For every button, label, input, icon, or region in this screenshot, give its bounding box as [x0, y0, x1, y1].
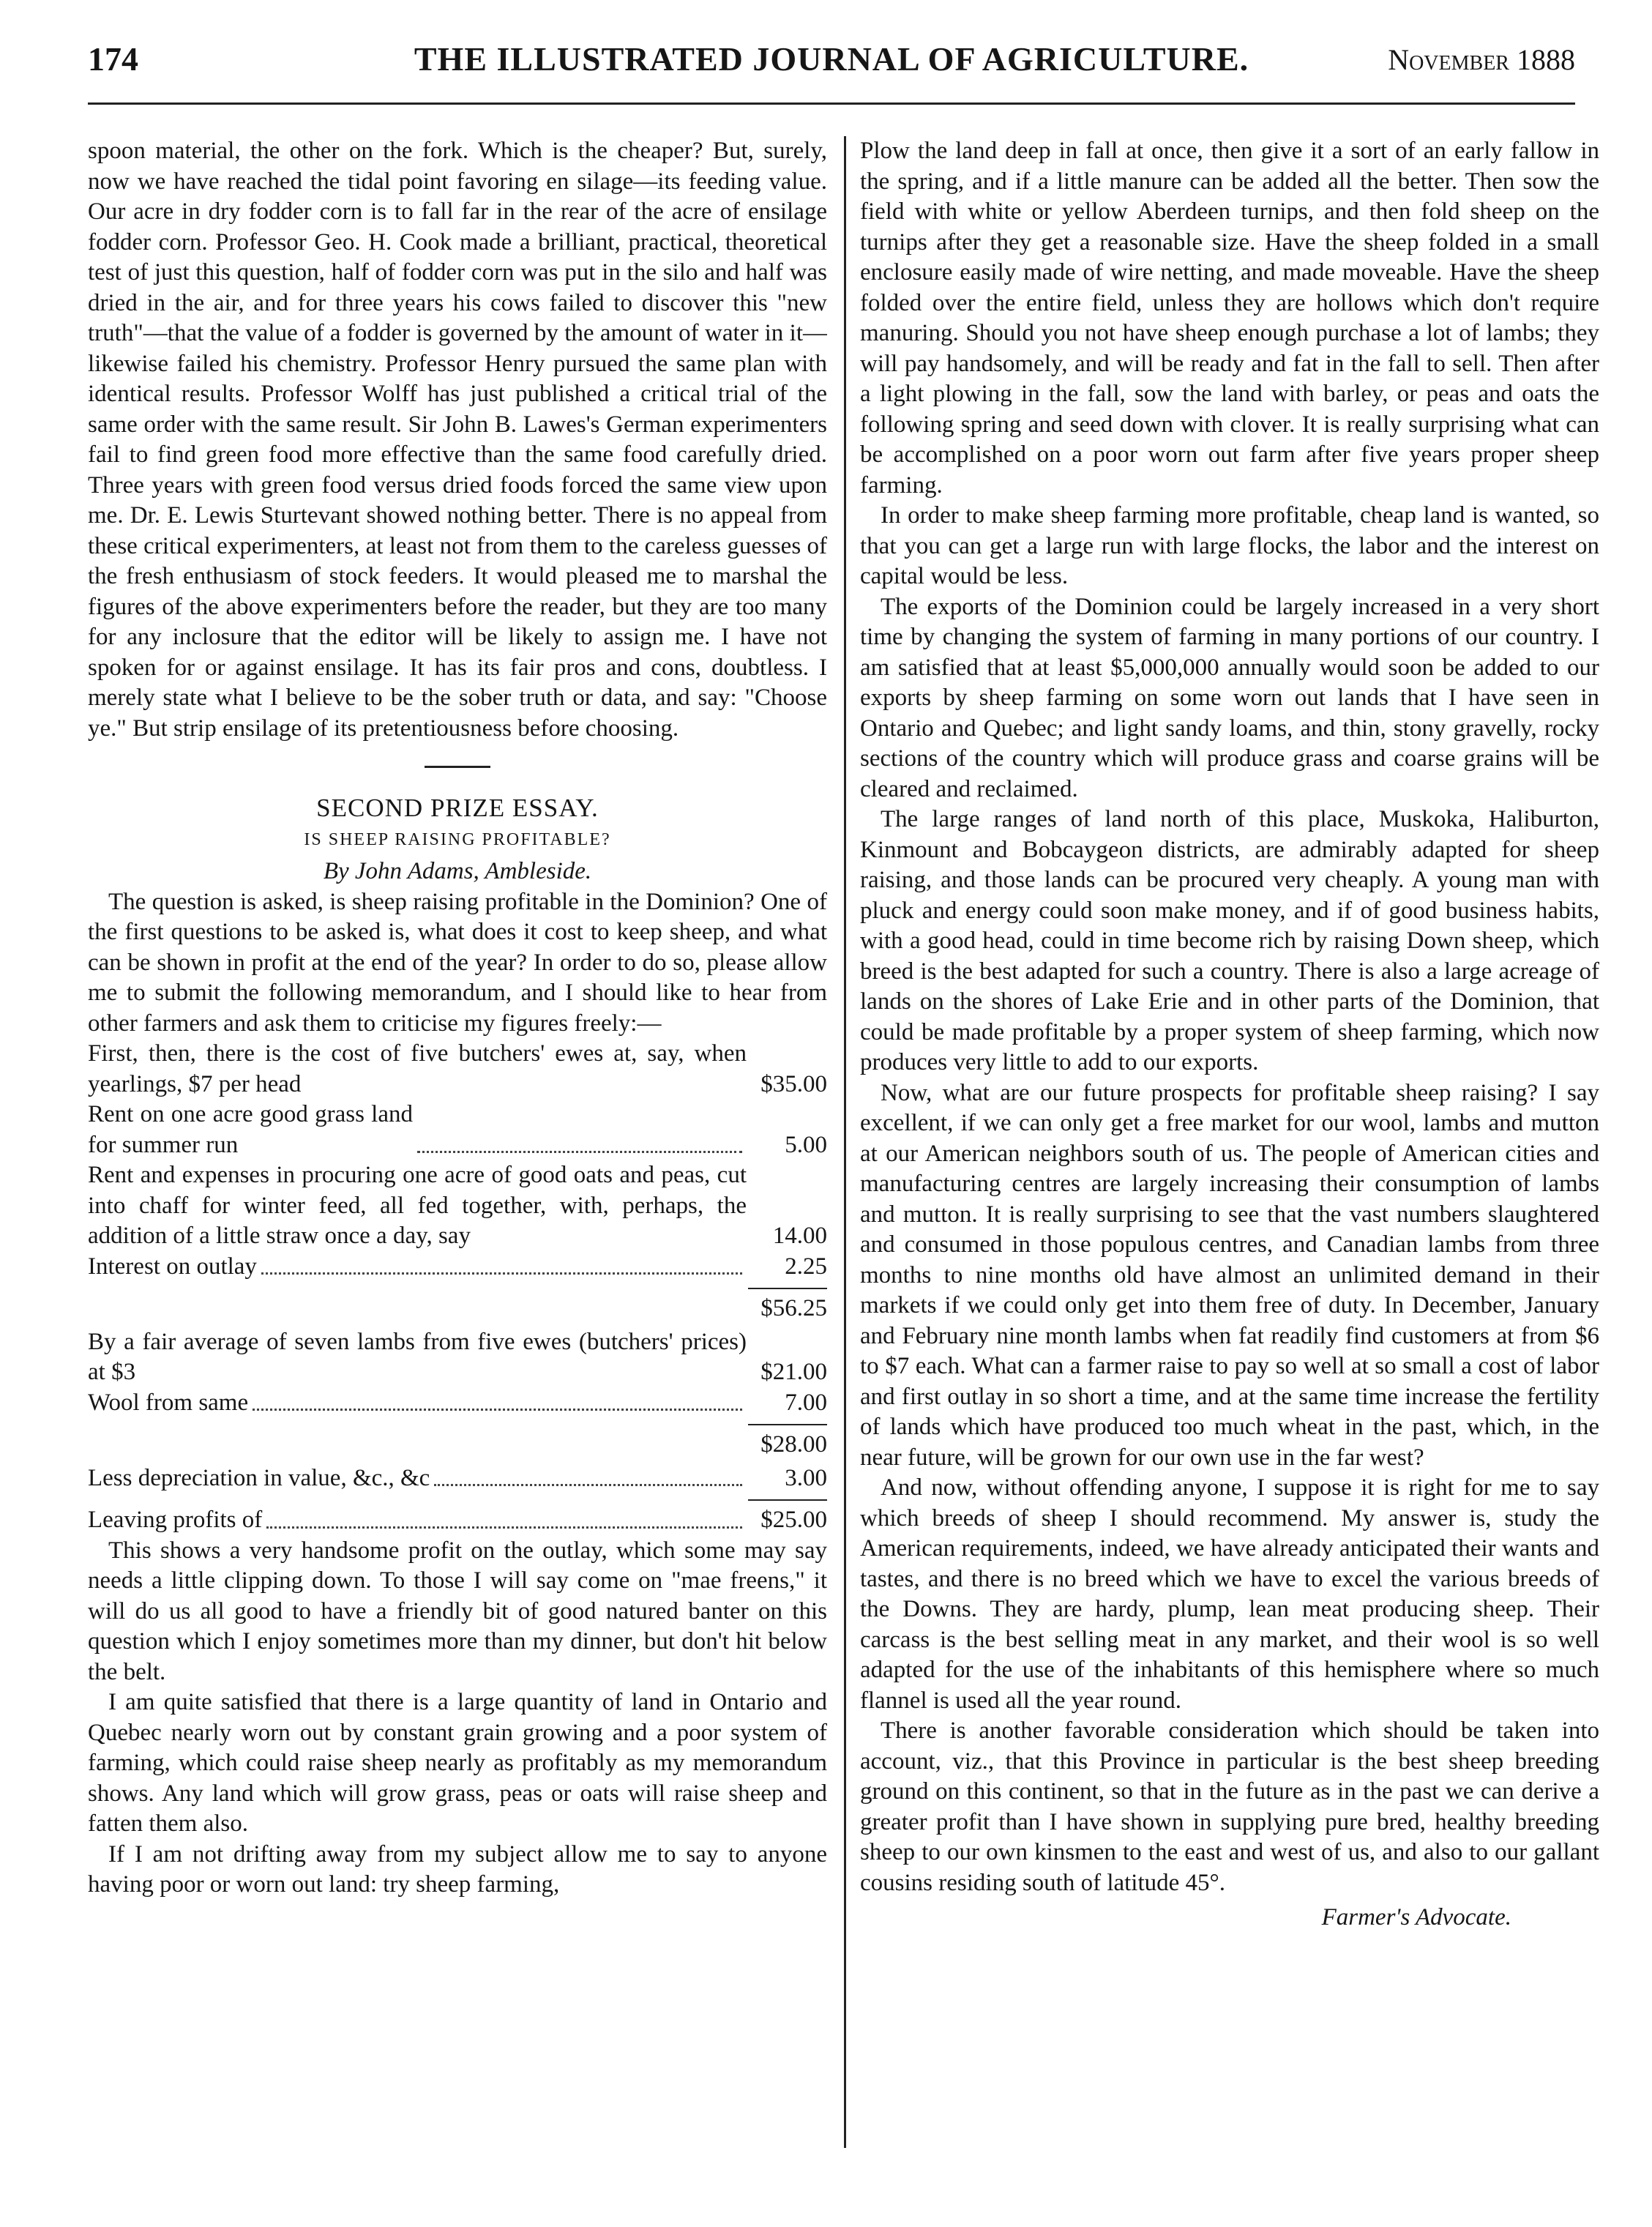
paragraph: Now, what are our future prospects for profitable sheep raising? I say excellent, if we can only get a free market for our wool, lambs and mutton at our American neighbors south of us. The people of American cities and manufacturing centres are largely increasing their consumption of lambs and mutton. It is really surprising to see that the vast numbers slaughtered and consumed in those populous centres, and Canadian lambs from three months to nine months old have almost an unlimited demand in their markets if we could only get into them free of duty. In December, January and February nine month lambs when fat readily find customers at from $6 to $7 each. What can a farmer raise to pay so well at so small a cost of labor and first outlay in so short a time, and at the same time increase the fertility of lands which have produced too much wheat in the past, which, in the near future, will be grown for our own use in the far west?	[860, 1079, 1599, 1471]
ledger-amount: $25.00	[760, 1507, 827, 1533]
issue-date: November 1888	[1388, 43, 1575, 76]
ledger-total: $28.00	[760, 1431, 827, 1458]
ledger-row	[88, 1505, 827, 1536]
ledger-amount: $35.00	[760, 1070, 827, 1097]
column-divider	[844, 136, 846, 2148]
paragraph: The exports of the Dominion could be largely increased in a very short time by changing the system of farming in many portions of our country. I am satisfied that at least $5,000,000 annually would soon be added to our exports by sheep farming on some worn out lands that I have seen in Ontario and Quebec; and light sandy loams, and thin, stony gravelly, rocky sections of the country which will produce grass and coarse grains will be cleared and reclaimed.	[860, 593, 1599, 802]
sum-rule	[748, 1288, 827, 1289]
essay-byline: By John Adams, Ambleside.	[323, 858, 592, 884]
paragraph: There is another favorable consideration which should be taken into account, viz., that this Province in particular is the best sheep breeding ground on this continent, so that in the future as in the past we can derive a greater profit than I have shown in supplying pure bred, healthy breeding sheep to our own kinsmen to the east and west of us, and also to our gallant cousins residing south of latitude 45°.	[860, 1717, 1599, 1896]
ledger-item: Rent on one acre good grass land for summer run	[88, 1101, 413, 1158]
leader-dots	[434, 1484, 742, 1486]
page-number: 174	[88, 40, 138, 78]
ledger-item: By a fair average of seven lambs from five ewes (butchers' prices) at $3	[88, 1328, 747, 1385]
paragraph: If I am not drifting away from my subject allow me to say to anyone having poor or worn out land: try sheep farming,	[88, 1840, 827, 1898]
leader-dots	[417, 1151, 742, 1153]
ledger-amount: 3.00	[785, 1464, 827, 1491]
paragraph: And now, without offending anyone, I suppose it is right for me to say which breeds of sheep I should recommend. My answer is, study the American requirements, indeed, we have already anticipated their wants and tastes, and there is no breed which we have to excel the various breeds of the Downs. They are hardy, plump, lean meat producing sheep. Their carcass is the best selling meat in any market, and their wool is so well adapted for the use of the inhabitants of this hemisphere where so much flannel is used all the year round.	[860, 1474, 1599, 1714]
leader-dots	[253, 1409, 742, 1411]
paragraph: In order to make sheep farming more profitable, cheap land is wanted, so that you can get a large run with large flocks, the labor and the interest on capital would be less.	[860, 502, 1599, 589]
ledger-amount: $21.00	[760, 1359, 827, 1385]
ledger-item: Interest on outlay	[88, 1253, 257, 1280]
source-credit: Farmer's Advocate.	[1321, 1904, 1511, 1931]
ledger-amount: 5.00	[785, 1131, 827, 1158]
ledger-row	[88, 1327, 827, 1388]
essay-subtitle: IS SHEEP RAISING PROFITABLE?	[304, 829, 611, 849]
ledger-row	[88, 1039, 827, 1100]
ledger-row	[88, 1160, 827, 1252]
ledger-amount: 14.00	[772, 1223, 827, 1249]
sum-rule	[748, 1424, 827, 1425]
ledger-amount: 7.00	[785, 1389, 827, 1416]
ledger-item: Less depreciation in value, &c., &c	[88, 1464, 430, 1491]
paragraph: spoon material, the other on the fork. Which is the cheaper? But, surely, now we have reached the tidal point favoring en silage—its feeding value. Our acre in dry fodder corn is to fall far in the rear of the acre of ensilage fodder corn. Professor Geo. H. Cook made a brilliant, practical, theoretical test of just this question, half of fodder corn was put in the silo and half was dried in the air, and for three years his cows failed to discover this "new truth"—that the value of a fodder is governed by the amount of water in it—likewise failed his chemistry. Professor Henry pursued the same plan with identical results. Professor Wolff has just published a critical trial of the same order with the same result. Sir John B. Lawes's German experimenters fail to find green food more effective than the same food carefully dried. Three years with green food versus dried foods forced the same view upon me. Dr. E. Lewis Sturtevant showed nothing better. There is no appeal from these critical experimenters, at least not from them to the careless guesses of the fresh enthusiasm of stock feeders. It would pleased me to marshal the figures of the above experimenters before the reader, but they are too many for any inclosure that the editor will be likely to assign me. I have not spoken for or against ensilage. It has its fair pros and cons, doubtless. I merely state what I believe to be the sober truth or data, and say: "Choose ye." But strip ensilage of its pretentiousness before choosing.	[88, 138, 827, 742]
ledger-item: First, then, there is the cost of five butchers' ewes at, say, when yearlings, $7 per head	[88, 1040, 747, 1097]
right-column	[860, 136, 1599, 2157]
paragraph: This shows a very handsome profit on the outlay, which some may say needs a little clipping down. To those I will say come on "mae freens," it will do us all good to have a friendly bit of good natured banter on this question which I enjoy sometimes more than my dinner, but don't hit below the belt.	[88, 1537, 827, 1685]
ledger-item: Wool from same	[88, 1389, 249, 1416]
journal-title: THE ILLUSTRATED JOURNAL OF AGRICULTURE.	[414, 40, 1249, 78]
section-divider	[425, 766, 490, 768]
ledger-row	[88, 1100, 827, 1160]
page-header	[88, 40, 1575, 83]
sum-rule	[748, 1499, 827, 1501]
paragraph: I am quite satisfied that there is a large quantity of land in Ontario and Quebec nearly worn out by constant grain growing and a poor system of farming, which could raise sheep nearly as profitably as my memorandum shows. Any land which will grow grass, peas or oats will raise sheep and fatten them also.	[88, 1689, 827, 1837]
paragraph: The question is asked, is sheep raising profitable in the Dominion? One of the first questions to be asked is, what does it cost to keep sheep, and what can be shown in profit at the end of the year? In order to do so, please allow me to submit the following memorandum, and I should like to hear from other farmers and ask them to criticise my figures freely:—	[88, 888, 827, 1037]
paragraph: The large ranges of land north of this place, Muskoka, Haliburton, Kinmount and Bobcaygeon districts, are admirably adapted for sheep raising, and those lands can be procured very cheaply. A young man with pluck and energy could soon make money, and if of good business habits, with a good head, could in time become rich by raising Down sheep, which breed is the best adapted for such a country. There is also a large acreage of lands on the shores of Lake Erie and in other parts of the Dominion, that could be made profitable by a proper system of sheep farming, which now produces very little to add to our exports.	[860, 806, 1599, 1075]
ledger-row	[88, 1252, 827, 1283]
ledger-amount: 2.25	[785, 1253, 827, 1280]
essay-title: SECOND PRIZE ESSAY.	[316, 794, 599, 822]
leader-dots	[266, 1526, 742, 1529]
expense-memorandum	[88, 1039, 827, 1536]
left-column	[88, 136, 827, 2157]
leader-dots	[261, 1272, 742, 1275]
ledger-row	[88, 1388, 827, 1419]
ledger-item: Rent and expenses in procuring one acre of good oats and peas, cut into chaff for winter feed, all fed together, with, perhaps, the addition of a little straw once a day, say	[88, 1162, 747, 1249]
header-rule	[88, 102, 1575, 105]
paragraph: Plow the land deep in fall at once, then give it a sort of an early fallow in the spring, and if a little manure can be added all the better. Then sow the field with white or yellow Aberdeen turnips, and then fold sheep on the turnips after they get a reasonable size. Have the sheep folded in a small enclosure easily made of wire netting, and made moveable. Have the sheep folded over the entire field, unless they are hollows which don't require manuring. Should you not have sheep enough purchase a lot of lambs; they will pay handsomely, and will be ready and fat in the fall to sell. Then after a light plowing in the fall, sow the land with barley, or peas and oats the following spring and seed down with clover. It is really surprising what can be accomplished on a poor worn out farm after five years proper sheep farming.	[860, 138, 1599, 499]
ledger-total: $56.25	[760, 1295, 827, 1321]
ledger-row	[88, 1463, 827, 1494]
ledger-item: Leaving profits of	[88, 1507, 263, 1533]
